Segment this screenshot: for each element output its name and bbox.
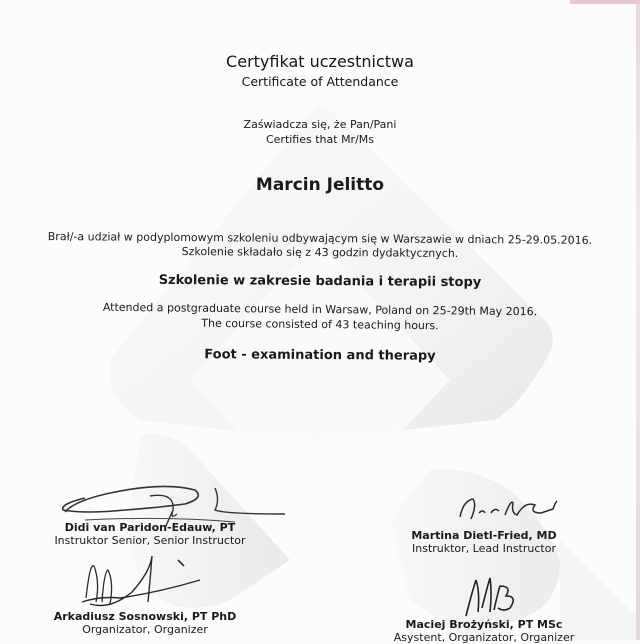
signatory-maciej [374, 618, 594, 644]
signatory-martina [394, 529, 574, 555]
description-pl-line-2: Szkolenie składało się z 43 godzin dydaktycznych. [181, 245, 459, 260]
signatory-name: Arkadiusz Sosnowski, PT PhD [53, 610, 237, 623]
description-pl-line-1: Brał/-a udział w podyplomowym szkoleniu odbywającym się w Warszawie w dniach 25-29.05.2016. [47, 230, 593, 247]
signatory-name: Martina Dietl-Fried, MD [411, 529, 557, 542]
signatory-role: Instruktor, Lead Instructor [412, 542, 556, 555]
signatory-arkadiusz [40, 610, 250, 636]
signatory-role: Instruktor Senior, Senior Instructor [54, 534, 246, 547]
signature-martina [455, 495, 565, 525]
signature-arkadiusz [60, 552, 260, 612]
description-en-line-2: The course consisted of 43 teaching hours. [201, 316, 439, 333]
recipient-name: Marcin Jelitto [255, 175, 385, 195]
description-en-line-1: Attended a postgraduate course held in Warsaw, Poland on 25-29th May 2016. [102, 300, 538, 319]
course-title-en: Foot - examination and therapy [204, 347, 436, 364]
certificate-title-pl: Certyfikat uczestnictwa [226, 52, 414, 71]
signatory-role: Organizator, Organizer [82, 623, 208, 636]
certifies-label-en: Certifies that Mr/Ms [265, 133, 375, 146]
signatory-role: Asystent, Organizator, Organizer [393, 631, 575, 644]
signatory-name: Maciej Brożyński, PT MSc [405, 618, 563, 631]
signatory-didi [40, 521, 260, 547]
certifies-label-pl: Zaświadcza się, że Pan/Pani [243, 118, 397, 131]
course-title-pl: Szkolenie w zakresie badania i terapii stopy [158, 272, 482, 291]
signature-maciej [460, 572, 530, 622]
signatory-name: Didi van Paridon-Edauw, PT [64, 521, 236, 534]
certificate-title-en: Certificate of Attendance [241, 74, 399, 89]
